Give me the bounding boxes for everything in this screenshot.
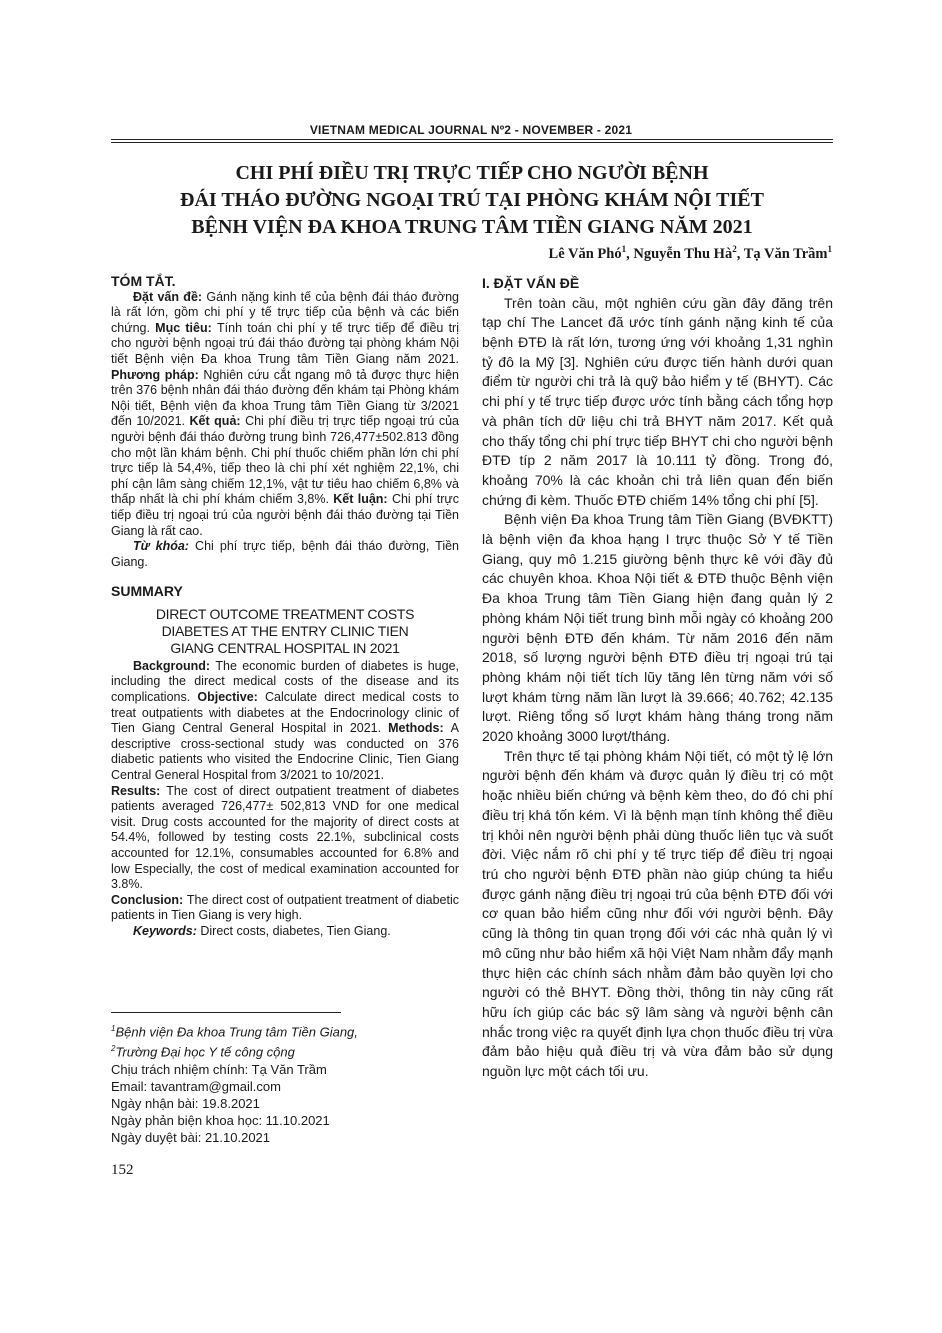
affil-mark: 1 <box>111 1024 116 1033</box>
journal-header: VIETNAM MEDICAL JOURNAL Nº2 - NOVEMBER - 2021 <box>309 123 633 137</box>
summary-text: A descriptive cross-sectional study was conducted on 376 diabetic patients who visited the Endocrine Clinic, Tien Giang Central General Hospital from 3/2021 to 10/2021. <box>111 721 459 783</box>
keywords-label: Từ khóa: <box>133 539 189 554</box>
intro-heading: I. ĐẶT VẤN ĐỀ <box>482 275 580 291</box>
summary-label: Background: <box>133 658 216 673</box>
summary-text: The cost of direct outpatient treatment of diabetes patients averaged 726,477± 502,813 VND for one medical visit. Drug costs accounted for the majority of direct costs at 54.4%, followed by testing costs 22.1%, subclinical costs accounted for 12.1%, consumables accounted for 6.8% and low Especially, the cost of medical examination accounted for 3.8%. <box>111 783 459 892</box>
summary-heading: SUMMARY <box>111 583 183 600</box>
keywords-text: Direct costs, diabetes, Tien Giang. <box>196 923 391 938</box>
affiliation-1 <box>111 1020 471 1040</box>
author-name: Lê Văn Phó <box>548 245 622 262</box>
affil-text: Bệnh viện Đa khoa Trung tâm Tiền Giang, <box>115 1024 358 1040</box>
review-date: Ngày phản biện khoa học: 11.10.2021 <box>111 1112 330 1128</box>
author-list <box>549 244 832 263</box>
article-title <box>111 160 833 241</box>
abstract-text: Gánh nặng kinh tế của bệnh đái tháo đường là rất lớn, gồm chi phí y tế trực tiếp của bệnh và các biến chứng. <box>111 289 459 335</box>
received-date: Ngày nhận bài: 19.8.2021 <box>111 1095 260 1111</box>
footnote-rule <box>111 1012 341 1013</box>
abstract-vi-body <box>111 290 459 540</box>
abstract-text: Tính toán chi phí y tế trực tiếp để điều trị cho người bệnh ngoại trú đái tháo đường tại phòng khám Nội tiết Bệnh viện Đa khoa Trung tâm Tiền Giang năm 2021. <box>111 320 459 366</box>
intro-paragraph: Bệnh viện Đa khoa Trung tâm Tiền Giang (BVĐKTT) là bệnh viện đa khoa hạng I trực thuộc Sở Y tế Tiền Giang, quy mô 1.215 giường bệnh thực kê với đầy đủ các chuyên khoa. Khoa Nội tiết & ĐTĐ thuộc Bệnh viện Đa khoa Trung tâm Tiền Giang hiện đang quản lý 2 phòng khám Nội tiết trung bình mỗi ngày có khoảng 200 người bệnh ĐTĐ đến khám. Từ năm 2016 đến năm 2018, số lượng người bệnh ĐTĐ điều trị ngoại trú tại phòng khám nội tiết tích lũy tăng lên từng năm với số lượt khám từng năm lần lượt là 39.666; 40.762; 42.135 lượt. Riêng tổng số lượt khám hàng tháng trong năm 2020 khoảng 3000 lượt/tháng. <box>482 511 833 745</box>
title-line: BỆNH VIỆN ĐA KHOA TRUNG TÂM TIỀN GIANG NĂM 2021 <box>191 216 753 238</box>
author-affil-mark: 2 <box>732 244 737 254</box>
summary-label: Objective: <box>197 690 265 705</box>
abstract-vi-keywords <box>111 539 459 570</box>
keywords-text: Chi phí trực tiếp, bệnh đái tháo đường, Tiền Giang. <box>111 539 460 569</box>
summary-keywords <box>111 924 459 940</box>
summary-title <box>111 606 459 657</box>
header-rule-second <box>111 142 833 143</box>
summary-text: Calculate direct medical costs to treat outpatients with diabetes at the Endocrinology clinic of Tien Giang Central General Hospital in 2021. <box>111 690 459 736</box>
summary-text: The direct cost of outpatient treatment of diabetic patients in Tien Giang is very high. <box>111 892 459 923</box>
summary-title-line: DIABETES AT THE ENTRY CLINIC TIEN <box>161 622 409 639</box>
author-separator: , <box>736 245 744 262</box>
summary-title-line: GIANG CENTRAL HOSPITAL IN 2021 <box>170 639 400 656</box>
abstract-label: Mục tiêu: <box>155 320 218 335</box>
abstract-text: Chi phí trực tiếp điều trị ngoại trú của người bệnh đái tháo đường tại Tiền Giang là rất cao. <box>111 492 459 538</box>
author-email: Email: tavantram@gmail.com <box>111 1078 281 1094</box>
keywords-label: Keywords: <box>133 923 197 938</box>
author-name: Nguyễn Thu Hà <box>633 245 733 262</box>
affil-mark: 2 <box>111 1044 116 1054</box>
summary-body <box>111 659 459 924</box>
accepted-date: Ngày duyệt bài: 21.10.2021 <box>111 1129 271 1145</box>
intro-paragraph: Trên toàn cầu, một nghiên cứu gần đây đăng trên tạp chí The Lancet đã ước tính gánh nặng kinh tế của bệnh ĐTĐ là rất lớn, tương ứng với khoảng 1,31 nghìn tỷ đô la Mỹ [3]. Nghiên cứu được tiến hành dưới quan điểm từ người chi trả là quỹ bảo hiểm y tế (BHYT). Các chi phí y tế trực tiếp được ước tính bằng cách tổng hợp và phân tích dữ liệu chi trả BHYT năm 2017. Kết quả cho thấy tổng chi phí trực tiếp BHYT chi cho người bệnh ĐTĐ típ 2 năm 2017 là 10.111 tỷ đồng. Trong đó, khoảng 70% là các khoản chi trả liên quan đến biến chứng đi kèm. Thuốc ĐTĐ chiếm 14% tổng chi phí [5]. <box>482 294 833 508</box>
abstract-label: Kết luận: <box>333 492 392 507</box>
left-column <box>111 274 459 940</box>
abstract-text: Chi phí điều trị trực tiếp ngoại trú của người bệnh đái tháo đường trung bình 726,477±502.813 đồng cho một lần khám bệnh. Chi phí thuốc chiếm phần lớn chi phí trực tiếp là 54,4%, tiếp theo là chi phí xét nghiệm 22,1%, chi phí cận lâm sàng chiếm 12,1%, vật tư tiêu hao chiếm 6,8% và thấp nhất là chi phí khám chiếm 3,8%. <box>111 414 459 507</box>
corresponding-author: Chịu trách nhiệm chính: Tạ Văn Trầm <box>111 1061 327 1077</box>
author-affil-mark: 1 <box>621 244 627 254</box>
abstract-label: Kết quả: <box>189 414 246 429</box>
summary-label: Conclusion: <box>111 892 187 907</box>
summary-label: Methods: <box>388 721 451 736</box>
affiliation-2 <box>111 1040 471 1060</box>
abstract-label: Đặt vấn đề: <box>133 289 207 304</box>
title-line: CHI PHÍ ĐIỀU TRỊ TRỰC TIẾP CHO NGƯỜI BỆNH <box>235 162 709 184</box>
header-rule <box>111 139 833 140</box>
right-column <box>482 276 833 1082</box>
author-name: Tạ Văn Trầm <box>743 245 828 262</box>
abstract-text: Nghiên cứu cắt ngang mô tả được thực hiện trên 376 bệnh nhân đái tháo đường đến khám tại Phòng khám Nội tiết, Bệnh viện đa khoa Trung tâm Tiền Giang từ 3/2021 đến 10/2021. <box>111 367 459 429</box>
summary-text: The economic burden of diabetes is huge, including the direct medical costs of the disease and its complications. <box>111 658 459 705</box>
abstract-vi-heading: TÓM TẮT. <box>111 273 176 289</box>
summary-label: Results: <box>111 783 167 798</box>
page-number: 152 <box>111 1162 134 1178</box>
summary-title-line: DIRECT OUTCOME TREATMENT COSTS <box>155 605 415 622</box>
abstract-label: Phương pháp: <box>111 367 204 382</box>
affil-text: Trường Đại học Y tế công cộng <box>115 1044 295 1060</box>
title-line: ĐÁI THÁO ĐƯỜNG NGOẠI TRÚ TẠI PHÒNG KHÁM NỘI TIẾT <box>180 189 764 211</box>
footnotes <box>111 1020 471 1146</box>
author-separator: , <box>626 245 634 262</box>
intro-paragraph: Trên thực tế tại phòng khám Nội tiết, có một tỷ lệ lớn người bệnh đến khám và được quản lý điều trị có một hoặc nhiều biến chứng và bệnh kèm theo, do đó chi phí điều trị khá tốn kém. Vì là bệnh mạn tính không thể điều trị khỏi nên người bệnh phải dùng thuốc liên tục và suốt đời. Việc nắm rõ chi phí y tế trực tiếp để điều trị ngoại trú cho người bệnh ĐTĐ phần nào giúp chúng ta hiểu được gánh nặng điều trị ngoại trú của bệnh ĐTĐ đối với cơ quan bảo hiểm cũng như đối với người bệnh. Đây cũng là thông tin quan trọng đối với các nhà quản lý vì mô cũng như bảo hiểm xã hội Việt Nam nhằm đẩy mạnh thực hiện các chính sách nhằm đảm bảo quyền lợi cho người có thẻ BHYT. Đồng thời, thông tin này cũng rất hữu ích giúp các bác sỹ lâm sàng và người bệnh cân nhắc trong việc ra quyết định lựa chọn thuốc điều trị vừa đảm bảo hiệu quả điều trị và vừa đảm bảo sử dụng nguồn lực một cách tối ưu. <box>482 747 833 1080</box>
author-affil-mark: 1 <box>827 244 832 254</box>
